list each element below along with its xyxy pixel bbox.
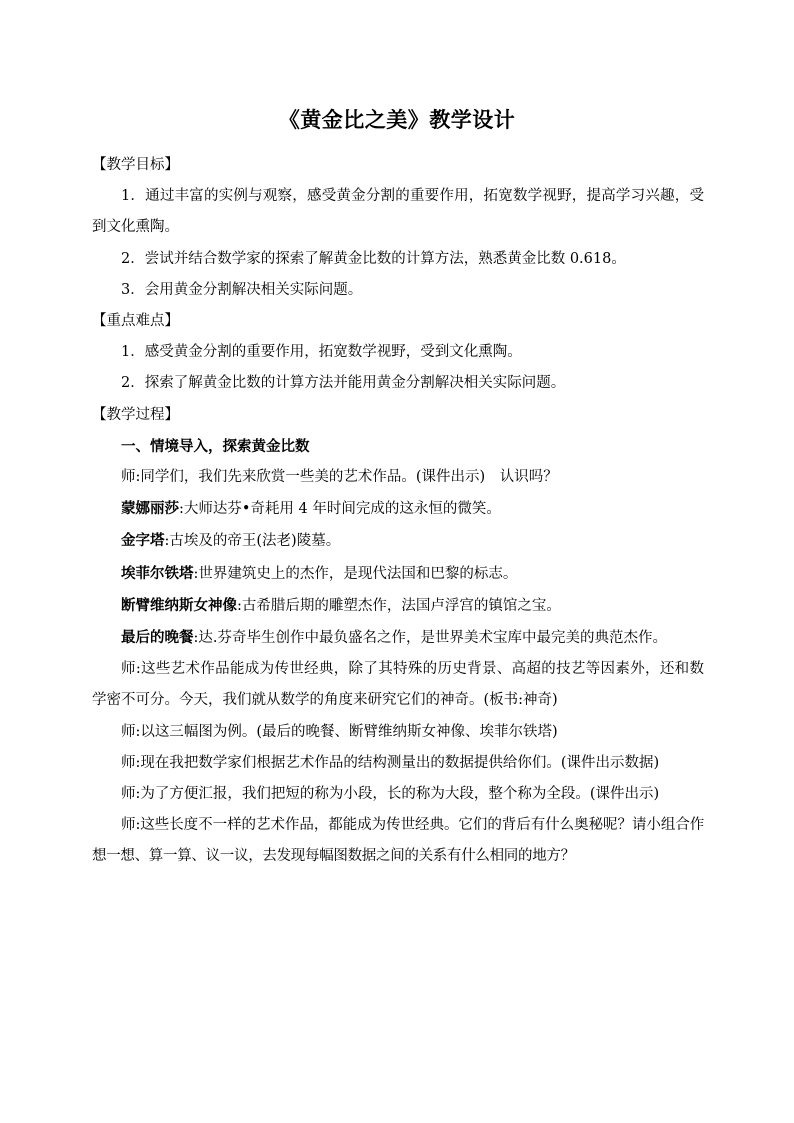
artwork-desc: :世界建筑史上的杰作，是现代法国和巴黎的标志。 [193, 565, 518, 582]
keypoint-item: 2．探索了解黄金比数的计算方法并能用黄金分割解决相关实际问题。 [121, 375, 566, 392]
dialogue-line: 师:同学们，我们先来欣赏一些美的艺术作品。(课件出示) 认识吗？ [121, 469, 558, 486]
artwork-entry [92, 622, 704, 654]
goal-item: 1．通过丰富的实例与观察，感受黄金分割的重要作用，拓宽数学视野，提高学习兴趣，受到文化熏陶。 [92, 188, 704, 236]
dialogue-line: 师:这些长度不一样的艺术作品，都能成为传世经典。它们的背后有什么奥秘呢？请小组合作想一想、算一算、议一议，去发现每幅图数据之间的关系有什么相同的地方？ [92, 817, 704, 865]
goal-item: 2．尝试并结合数学家的探索了解黄金比数的计算方法，熟悉黄金比数 0.618。 [121, 250, 626, 267]
artwork-name: 埃菲尔铁塔 [121, 564, 194, 582]
artwork-name: 金字塔 [121, 532, 165, 550]
artwork-name: 最后的晚餐 [121, 629, 194, 647]
goal-item: 3．会用黄金分割解决相关实际问题。 [121, 281, 363, 298]
document-title: 《黄金比之美》教学设计 [278, 107, 516, 132]
document-body [92, 150, 704, 873]
process-subheading: 一、情境导入，探索黄金比数 [121, 437, 310, 455]
artwork-desc: :古希腊后期的雕塑杰作，法国卢浮宫的镇馆之宝。 [237, 597, 561, 614]
section-heading-process: 【教学过程】 [92, 406, 179, 423]
artwork-desc: :古埃及的帝王(法老)陵墓。 [164, 533, 341, 550]
artwork-name: 断臂维纳斯女神像 [121, 596, 237, 614]
artwork-name: 蒙娜丽莎 [121, 500, 179, 518]
section-heading-goals: 【教学目标】 [92, 157, 179, 173]
artwork-desc: :大师达芬•奇耗用 4 年时间完成的这永恒的微笑。 [179, 501, 501, 518]
artwork-entry [92, 558, 704, 590]
artwork-entry [92, 525, 704, 557]
dialogue-line: 师:为了方便汇报，我们把短的称为小段，长的称为大段，整个称为全段。(课件出示) [121, 786, 660, 803]
artwork-entry [92, 590, 704, 622]
dialogue-line: 师:这些艺术作品能成为传世经典，除了其特殊的历史背景、高超的技艺等因素外，还和数学密不可分。今天，我们就从数学的角度来研究它们的神奇。(板书:神奇) [92, 661, 704, 709]
dialogue-line: 师:以这三幅图为例。(最后的晚餐、断臂维纳斯女神像、埃菲尔铁塔) [121, 723, 558, 740]
keypoint-item: 1．感受黄金分割的重要作用，拓宽数学视野，受到文化熏陶。 [121, 344, 522, 361]
dialogue-line: 师:现在我把数学家们根据艺术作品的结构测量出的数据提供给你们。(课件出示数据) [121, 754, 660, 771]
section-heading-keypoints: 【重点难点】 [92, 313, 179, 330]
artwork-desc: :达.芬奇毕生创作中最负盛名之作，是世界美术宝库中最完美的典范杰作。 [193, 630, 667, 647]
artwork-entry [92, 493, 704, 525]
